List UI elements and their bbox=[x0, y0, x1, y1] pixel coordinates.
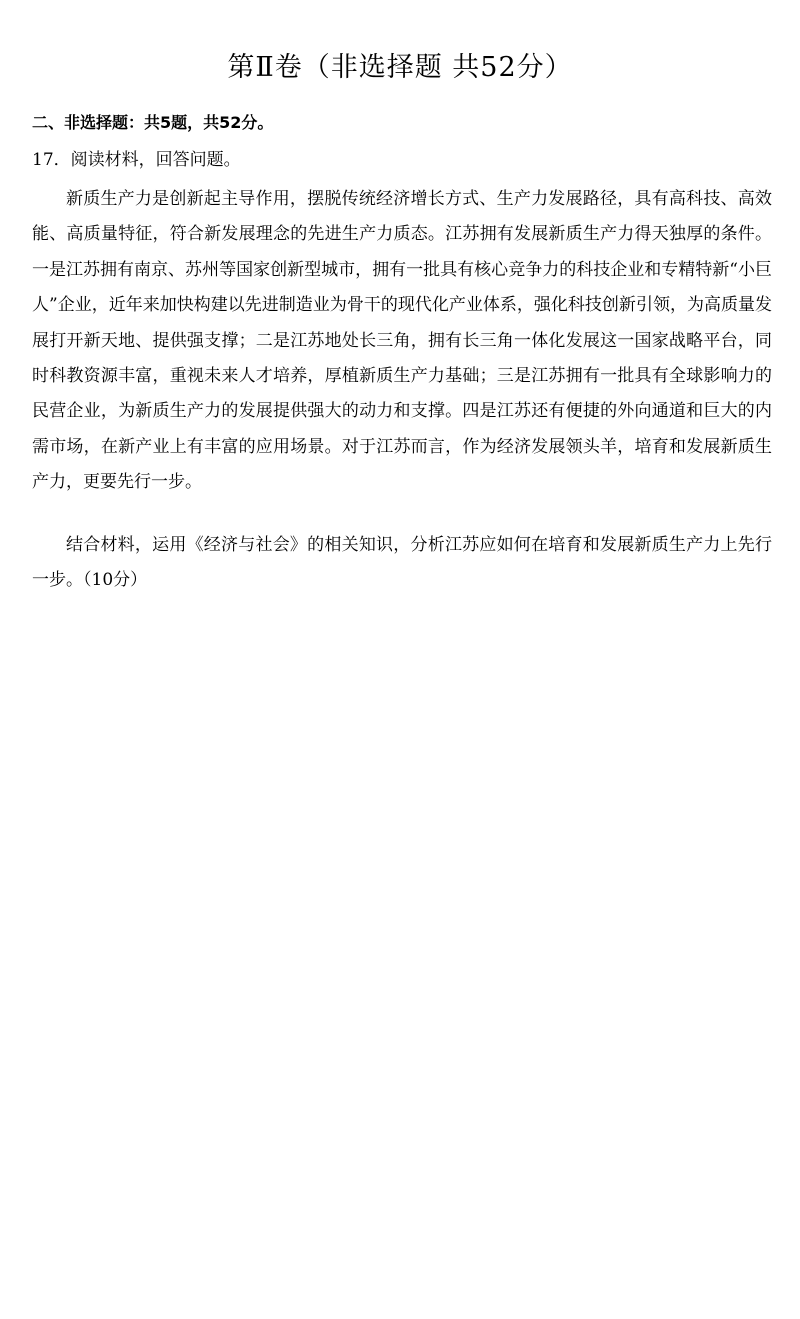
page-title: 第Ⅱ卷（非选择题 共52分） bbox=[227, 52, 573, 83]
question-task: 结合材料，运用《经济与社会》的相关知识，分析江苏应如何在培育和发展新质生产力上先行一步。（10分） bbox=[32, 535, 772, 591]
question-number: 17． bbox=[32, 150, 71, 170]
question-header bbox=[32, 146, 241, 174]
reading-material bbox=[32, 182, 772, 501]
section-heading: 二、非选择题：共5题，共52分。 bbox=[32, 113, 274, 132]
material-paragraph: 新质生产力是创新起主导作用，摆脱传统经济增长方式、生产力发展路径，具有高科技、高效能、高质量特征，符合新发展理念的先进生产力质态。江苏拥有发展新质生产力得天独厚的条件。一是江苏拥有南京、苏州等国家创新型城市，拥有一批具有核心竞争力的科技企业和专精特新“小巨人”企业，近年来加快构建以先进制造业为骨干的现代化产业体系，强化科技创新引领，为高质量发展打开新天地、提供强支撑；二是江苏地处长三角，拥有长三角一体化发展这一国家战略平台，同时科教资源丰富，重视未来人才培养，厚植新质生产力基础；三是江苏拥有一批具有全球影响力的民营企业，为新质生产力的发展提供强大的动力和支撑。四是江苏还有便捷的外向通道和巨大的内需市场，在新产业上有丰富的应用场景。对于江苏而言，作为经济发展领头羊，培育和发展新质生产力，更要先行一步。 bbox=[32, 189, 772, 493]
question-instruction: 阅读材料，回答问题。 bbox=[70, 150, 241, 170]
